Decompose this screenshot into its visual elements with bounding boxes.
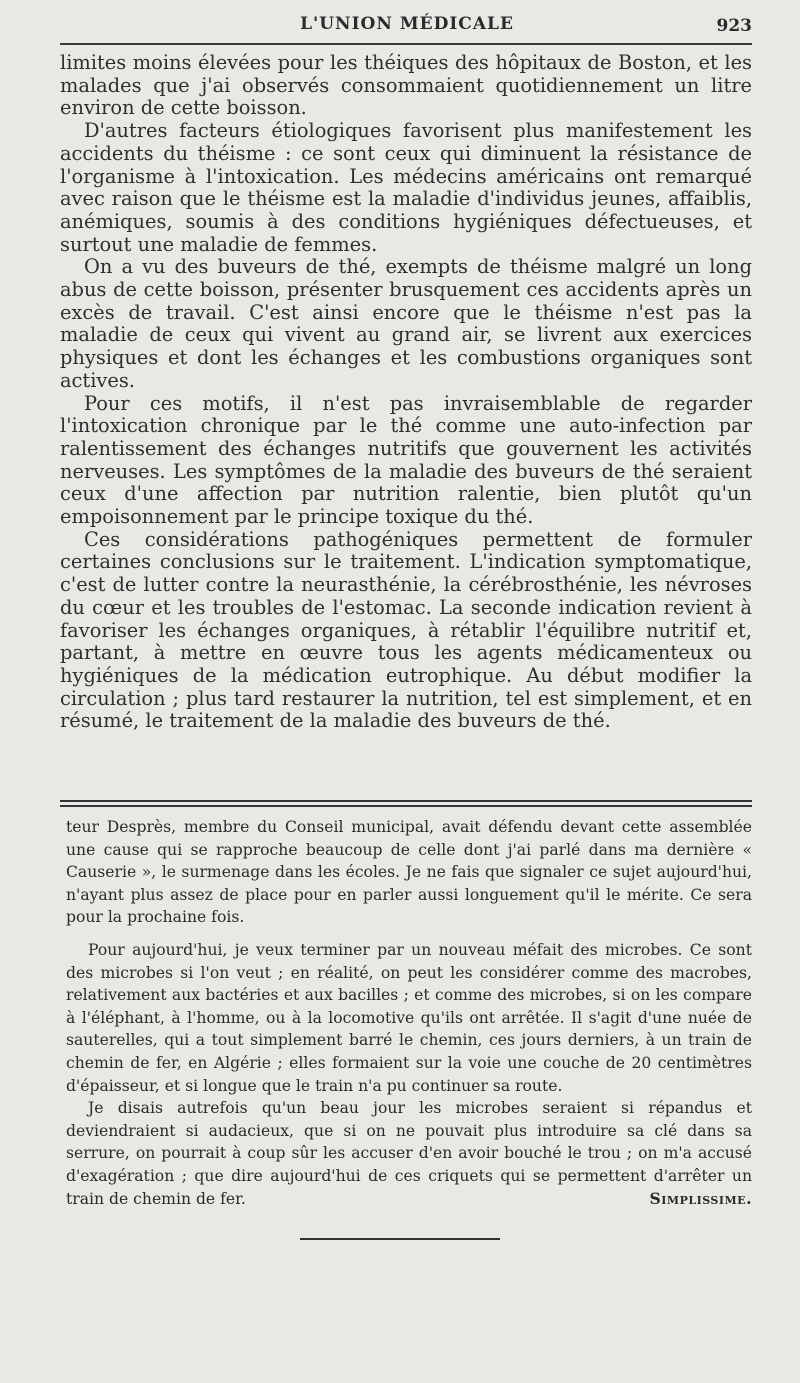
signature: Simplissime. <box>649 1188 752 1208</box>
feuilleton <box>66 816 752 1210</box>
article-paragraph: Pour ces motifs, il n'est pas invraisemblable de regarder l'intoxication chronique par le thé comme une auto-infection par ralentissement des échanges nutritifs que gouvernent les activités nerveuses. Les symptômes de la maladie des buveurs de thé seraient ceux d'une affection par nutrition ralentie, bien plutôt qu'un empoisonnement par le principe toxique du thé. <box>60 391 752 529</box>
page-header <box>62 14 752 40</box>
page-number: 923 <box>716 16 752 36</box>
running-title: L'UNION MÉDICALE <box>300 14 514 34</box>
article-paragraph: Ces considérations pathogéniques permettent de formuler certaines conclusions sur le traitement. L'indication symptomatique, c'est de lutter contre la neurasthénie, la cérébrosthénie, les névroses du cœur et les troubles de l'estomac. La seconde indication revient à favoriser les échanges organiques, à rétablir l'équilibre nutritif et, partant, à mettre en œuvre tous les agents médicamenteux ou hygiéniques de la médication eutrophique. Au début modifier la circulation ; plus tard restaurer la nutrition, tel est simplement, et en résumé, le traitement de la maladie des buveurs de thé. <box>60 527 752 733</box>
header-rule <box>60 43 752 45</box>
article-paragraph: On a vu des buveurs de thé, exempts de théisme malgré un long abus de cette boisson, présenter brusquement ces accidents après un excès de travail. C'est ainsi encore que le théisme n'est pas la maladie de ceux qui vivent au grand air, se livrent aux exercices physiques et dont les échanges et les combustions organiques sont actives. <box>60 255 752 392</box>
feuilleton-paragraph: teur Desprès, membre du Conseil municipal, avait défendu devant cette assemblée une cause qui se rapproche beaucoup de celle dont j'ai parlé dans ma dernière « Causerie », le surmenage dans les écoles. Je ne fais que signaler ce sujet aujourd'hui, n'ayant plus assez de place pour en parler aussi longuement qu'il le mérite. Ce sera pour la prochaine fois. <box>66 818 752 927</box>
article-body <box>60 52 752 733</box>
feuilleton-paragraph-text: Je disais autrefois qu'un beau jour les microbes seraient si répandus et deviendraient si audacieux, que si on ne pouvait plus introduire sa clé dans sa serrure, on pourrait à coup sûr les accuser d'en avoir bouché le trou ; on m'a accusé d'exagération ; que dire aujourd'hui de ces criquets qui se permettent d'arrêter un train de chemin de fer. <box>66 1099 752 1208</box>
feuilleton-paragraph: Pour aujourd'hui, je veux terminer par un nouveau méfait des microbes. Ce sont des microbes si l'on veut ; en réalité, on peut les considérer comme des macrobes, relativement aux bactéries et aux bacilles ; et comme des microbes, si on les compare à l'éléphant, à l'homme, ou à la locomotive qu'ils ont arrêtée. Il s'agit d'une nuée de sauterelles, qui a tout simplement barré le chemin, ces jours derniers, à un train de chemin de fer, en Algérie ; elles formaient sur la voie une couche de 20 centimètres d'épaisseur, et si longue que le train n'a pu continuer sa route. <box>66 940 752 1095</box>
end-rule <box>300 1238 500 1240</box>
feuilleton-paragraph <box>66 1097 752 1210</box>
article-paragraph: limites moins élevées pour les théiques des hôpitaux de Boston, et les malades que j'ai observés consommaient quotidiennement un litre environ de cette boisson. <box>60 51 752 120</box>
article-paragraph: D'autres facteurs étiologiques favorisent plus manifestement les accidents du théisme : ce sont ceux qui diminuent la résistance de l'organisme à l'intoxication. Les médecins américains ont remarqué avec raison que le théisme est la maladie d'individus jeunes, affaiblis, anémiques, soumis à des conditions hygiéniques défectueuses, et surtout une maladie de femmes. <box>60 119 752 256</box>
feuilleton-separator <box>60 800 752 807</box>
